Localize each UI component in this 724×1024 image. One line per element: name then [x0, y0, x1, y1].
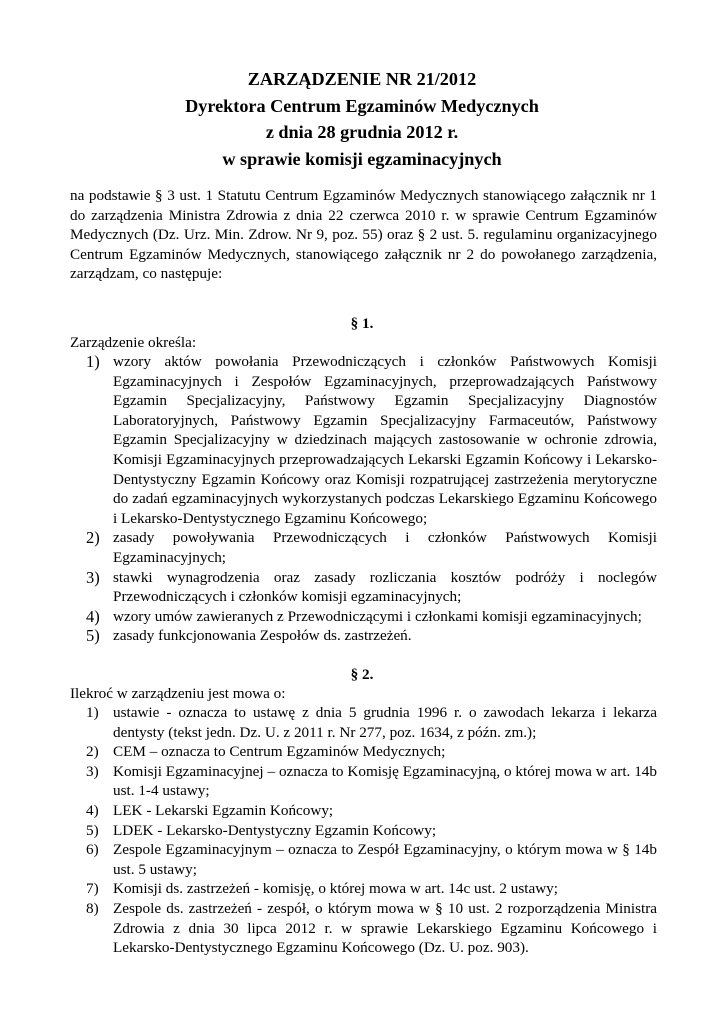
list-item-text: LEK - Lekarski Egzamin Końcowy;	[113, 801, 334, 819]
title-line-2: Dyrektora Centrum Egzaminów Medycznych	[185, 95, 539, 116]
list-item-text: wzory umów zawieranych z Przewodniczącymi i członkami komisji egzaminacyjnych;	[113, 607, 642, 625]
list-item-number: 1)	[86, 704, 99, 721]
list-item-number: 6)	[86, 841, 99, 859]
section-2-list	[70, 703, 657, 958]
section-1-heading: § 1.	[350, 315, 374, 332]
list-item-text: Komisji ds. zastrzeżeń - komisję, o której mowa w art. 14c ust. 2 ustawy;	[113, 880, 558, 898]
list-item	[70, 821, 657, 841]
list-item	[70, 352, 657, 528]
list-item-text: Komisji Egzaminacyjnej – oznacza to Komisję Egzaminacyjną, o której mowa w art. 14b ust. 1-4 ustawy;	[113, 762, 657, 800]
list-item	[70, 801, 657, 821]
title-line-4: w sprawie komisji egzaminacyjnych	[222, 148, 502, 169]
list-item	[70, 607, 657, 627]
list-item	[70, 879, 657, 899]
list-item	[70, 742, 657, 762]
list-item-text: ustawie - oznacza to ustawę z dnia 5 grudnia 1996 r. o zawodach lekarza i lekarza dentysty (tekst jedn. Dz. U. z 2011 r. Nr 277, poz. 1634, z późn. zm.);	[113, 704, 657, 741]
list-item-number: 7)	[86, 880, 99, 898]
title-line-3: z dnia 28 grudnia 2012 r.	[265, 122, 459, 142]
list-item-number: 3)	[86, 762, 99, 780]
list-item-text: zasady funkcjonowania Zespołów ds. zastrzeżeń.	[113, 627, 412, 645]
list-item-number: 8)	[86, 899, 99, 917]
list-item-number: 5)	[86, 821, 99, 839]
section-2-lead: Ilekroć w zarządzeniu jest mowa o:	[70, 685, 286, 702]
list-item	[70, 840, 657, 879]
list-item	[70, 762, 657, 801]
list-item-number: 2)	[86, 528, 100, 548]
section-2-heading: § 2.	[350, 666, 374, 683]
list-item-number: 3)	[86, 567, 100, 587]
list-item-text: Zespole ds. zastrzeżeń - zespół, o którym mowa w § 10 ust. 2 rozporządzenia Ministra Zdrowia z dnia 30 lipca 2012 r. w sprawie Lekarskiego Egzaminu Końcowego i Lekarsko-Dentystycznego Egzaminu Końcowego (Dz. U. poz. 903).	[113, 899, 657, 957]
list-item	[70, 626, 657, 646]
list-item	[70, 528, 657, 567]
list-item-number: 5)	[86, 626, 100, 646]
list-item	[70, 703, 657, 742]
section-1-lead: Zarządzenie określa:	[70, 334, 197, 351]
list-item	[70, 568, 657, 607]
intro-paragraph: na podstawie § 3 ust. 1 Statutu Centrum Egzaminów Medycznych stanowiącego załącznik nr 1 do zarządzenia Ministra Zdrowia z dnia 22 czerwca 2010 r. w sprawie Centrum Egzaminów Medycznych (Dz. Urz. Min. Zdrow. Nr 9, poz. 55) oraz § 2 ust. 5. regulaminu organizacyjnego Centrum Egzaminów Medycznych, stanowiącego załącznik nr 2 do powołanego zarządzenia, zarządzam, co następuje:	[70, 187, 657, 283]
list-item-number: 4)	[86, 606, 100, 626]
list-item-number: 1)	[86, 352, 100, 371]
section-1-list	[70, 352, 657, 646]
list-item-text: stawki wynagrodzenia oraz zasady rozliczania kosztów podróży i noclegów Przewodniczących i członków komisji egzaminacyjnych;	[113, 568, 657, 606]
list-item-text: wzory aktów powołania Przewodniczących i członków Państwowych Komisji Egzaminacyjnych i Zespołów Egzaminacyjnych, przeprowadzających Państwowy Egzamin Specjalizacyjny, Państwowy Egzamin Specjalizacyjny Diagnostów Laboratoryjnych, Państwowy Egzamin Specjalizacyjny Farmaceutów, Państwowy Egzamin Specjalizacyjny w dziedzinach mających zastosowanie w ochronie zdrowia, Komisji Egzaminacyjnych przeprowadzających Lekarski Egzamin Końcowy i Lekarsko-Dentystyczny Egzamin Końcowy oraz Komisji rozpatrującej zastrzeżenia merytoryczne do zadań egzaminacyjnych wykorzystanych podczas Lekarskiego Egzaminu Końcowego i Lekarsko-Dentystycznego Egzaminu Końcowego;	[113, 353, 657, 527]
list-item-text: zasady powoływania Przewodniczących i członków Państwowych Komisji Egzaminacyjnych;	[113, 529, 657, 566]
list-item	[70, 899, 657, 958]
list-item-number: 4)	[86, 801, 99, 819]
list-item-text: CEM – oznacza to Centrum Egzaminów Medycznych;	[113, 743, 446, 761]
list-item-text: Zespole Egzaminacyjnym – oznacza to Zespół Egzaminacyjny, o którym mowa w § 14b ust. 5 ustawy;	[113, 841, 657, 878]
list-item-number: 2)	[86, 743, 99, 761]
title-line-1: ZARZĄDZENIE NR 21/2012	[247, 69, 477, 89]
list-item-text: LDEK - Lekarsko-Dentystyczny Egzamin Końcowy;	[113, 821, 437, 839]
document-title-block	[0, 66, 724, 172]
